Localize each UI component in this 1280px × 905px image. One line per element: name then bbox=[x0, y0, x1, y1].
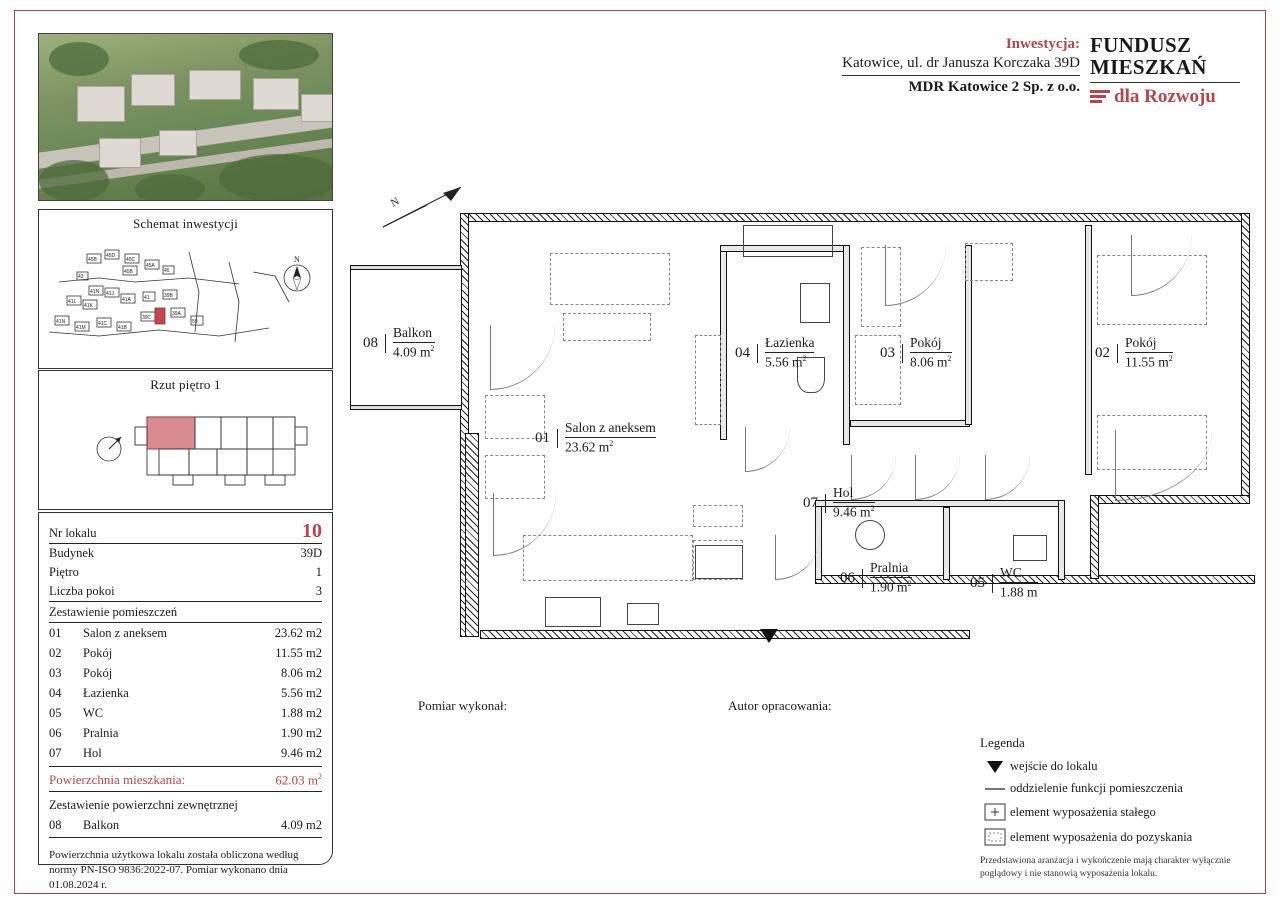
room-name: Hol bbox=[83, 745, 102, 760]
wall-right bbox=[1241, 213, 1250, 503]
svg-text:N: N bbox=[388, 195, 402, 210]
entrance-triangle-icon bbox=[980, 761, 1010, 773]
svg-text:39B: 39B bbox=[164, 293, 173, 299]
door-swing bbox=[985, 455, 1030, 500]
room-area: 11.55 m2 bbox=[275, 645, 322, 660]
total-sup: 2 bbox=[318, 772, 322, 781]
room-no: 06 bbox=[49, 725, 62, 740]
room-no: 04 bbox=[49, 685, 62, 700]
building-value: 39D bbox=[300, 546, 322, 560]
partition-wc-right bbox=[1058, 500, 1065, 580]
door-swing bbox=[885, 245, 946, 306]
wall-left-lower bbox=[465, 433, 479, 637]
wall-top bbox=[460, 213, 1250, 222]
svg-text:45C: 45C bbox=[126, 257, 136, 263]
compass-north-thumb bbox=[97, 437, 121, 461]
row-rooms-count bbox=[49, 582, 322, 602]
logo-bars-icon bbox=[1090, 90, 1110, 105]
fixture-cooktop bbox=[545, 597, 601, 627]
svg-text:41C: 41C bbox=[98, 321, 108, 327]
fixture-kitchen-dashed bbox=[523, 535, 693, 581]
rooms-list-title: Zestawienie pomieszczeń bbox=[49, 602, 322, 623]
room-label-01: 01 Salon z aneksem 23.62 $m^2$ bbox=[535, 420, 656, 455]
room-no: 07 bbox=[49, 745, 62, 760]
author-label: Autor opracowania: bbox=[728, 698, 832, 713]
building-label: Budynek bbox=[49, 546, 95, 560]
apartment-floor-plan bbox=[345, 195, 1250, 655]
row-building bbox=[49, 544, 322, 563]
legend-block bbox=[980, 735, 1270, 853]
list-item bbox=[49, 743, 322, 763]
svg-text:39A: 39A bbox=[172, 311, 181, 317]
partition-room2-left bbox=[1085, 225, 1092, 475]
legend-item-label: oddzielenie funkcji pomieszczenia bbox=[1010, 781, 1183, 795]
rooms-value: 3 bbox=[315, 584, 322, 598]
svg-text:39C: 39C bbox=[142, 315, 152, 321]
total-area-row bbox=[49, 766, 322, 792]
logo-divider bbox=[1090, 82, 1240, 83]
svg-text:N: N bbox=[294, 255, 300, 264]
svg-text:41B: 41B bbox=[118, 325, 127, 331]
ext-list bbox=[49, 815, 322, 838]
logo-line3: dla Rozwoju bbox=[1114, 86, 1216, 108]
total-value: 62.03 $m^2$ bbox=[275, 772, 322, 788]
room-label-07: 07 Hol 9.46 $m^2$ bbox=[803, 485, 875, 520]
fixed-equipment-icon bbox=[980, 803, 1010, 821]
balcony-rail-bottom bbox=[350, 405, 462, 410]
room-label-04: 04 Łazienka 5.56 $m^2$ bbox=[735, 335, 815, 370]
wall-bottom-left bbox=[480, 630, 970, 639]
door-swing bbox=[1115, 430, 1212, 501]
header-block bbox=[842, 36, 1080, 96]
rooms-label: Liczba pokoi bbox=[49, 584, 115, 598]
room-area: 1.88 m2 bbox=[281, 705, 322, 720]
legend-item bbox=[980, 803, 1270, 821]
room-name: Pokój bbox=[83, 665, 113, 680]
wall-right-step bbox=[1090, 495, 1250, 504]
partition-salon-bath bbox=[720, 245, 727, 440]
lokal-label: Nr lokalu bbox=[49, 526, 97, 540]
ext-area: 4.09 m2 bbox=[281, 817, 322, 832]
list-item bbox=[49, 643, 322, 663]
compass-north-scheme bbox=[284, 255, 310, 291]
ext-name: Balkon bbox=[83, 817, 120, 832]
partition-wc-left bbox=[943, 507, 950, 580]
svg-text:41: 41 bbox=[144, 295, 150, 301]
scheme-map bbox=[39, 232, 332, 362]
room-name: Salon z aneksem bbox=[83, 625, 168, 640]
fixture-dashed bbox=[965, 243, 1013, 281]
door-swing bbox=[490, 325, 555, 390]
room-area: 9.46 m2 bbox=[281, 745, 322, 760]
list-item bbox=[49, 683, 322, 703]
room-area: 1.90 m2 bbox=[281, 725, 322, 740]
room-label-08: 08 Balkon 4.09 $m^2$ bbox=[363, 325, 435, 360]
row-floor bbox=[49, 563, 322, 582]
fixture-dashed bbox=[550, 253, 670, 305]
list-item bbox=[49, 623, 322, 643]
wall-right-step-v bbox=[1090, 495, 1099, 579]
door-swing bbox=[775, 535, 820, 580]
svg-text:45D: 45D bbox=[106, 253, 116, 259]
partition-hol-top bbox=[850, 420, 970, 427]
room-label-02: 02 Pokój 11.55 $m^2$ bbox=[1095, 335, 1173, 370]
logo-line2: MIESZKAŃ bbox=[1090, 55, 1207, 80]
investment-label: Inwestycja: bbox=[1005, 36, 1080, 52]
investment-photo bbox=[38, 33, 333, 201]
svg-text:41J: 41J bbox=[106, 291, 115, 297]
apartment-summary-table bbox=[38, 512, 333, 891]
fixture-dashed bbox=[695, 335, 721, 425]
room-label-05: 05 WC 1.88 m bbox=[970, 565, 1038, 600]
svg-text:41M: 41M bbox=[76, 325, 86, 331]
legend-item bbox=[980, 828, 1270, 846]
room-area: 5.56 m2 bbox=[281, 685, 322, 700]
svg-text:59: 59 bbox=[192, 319, 198, 325]
fixture-bathtub bbox=[743, 225, 833, 257]
legend-item-label: element wyposażenia do pozyskania bbox=[1010, 829, 1193, 844]
list-item bbox=[49, 815, 322, 838]
svg-text:45: 45 bbox=[164, 268, 170, 274]
legend-item bbox=[980, 759, 1270, 774]
svg-text:45B: 45B bbox=[124, 269, 133, 275]
svg-text:45A: 45A bbox=[146, 263, 155, 269]
floor-label: Piętro bbox=[49, 565, 79, 579]
partition-bath-right bbox=[843, 245, 850, 445]
logo-line3-wrap bbox=[1090, 87, 1240, 108]
legend-title: Legenda bbox=[980, 735, 1025, 750]
scheme-title: Schemat inwestycji bbox=[132, 216, 239, 231]
ext-title: Zestawienie powierzchni zewnętrznej bbox=[49, 798, 238, 813]
room-name: Łazienka bbox=[83, 685, 129, 700]
legend-item bbox=[980, 781, 1270, 796]
room-name: WC bbox=[83, 705, 104, 720]
door-swing bbox=[915, 455, 960, 500]
row-lokal bbox=[49, 519, 322, 544]
svg-text:41A: 41A bbox=[122, 297, 131, 303]
room-area: 23.62 m2 bbox=[274, 625, 322, 640]
list-item bbox=[49, 663, 322, 683]
investment-scheme-box bbox=[38, 209, 333, 369]
measurement-note: Powierzchnia użytkowa lokalu została obliczona według normy PN-ISO 9836:2022-07. Pomiar wykonano dnia 01.08.2024 r. bbox=[49, 848, 299, 891]
legend-item-label: wejście do lokalu bbox=[1010, 759, 1098, 773]
fixture-dashed bbox=[563, 313, 651, 341]
logo-line1: FUNDUSZ bbox=[1090, 33, 1192, 57]
investment-company: MDR Katowice 2 Sp. z o.o. bbox=[908, 79, 1080, 95]
entrance-triangle-icon bbox=[760, 629, 778, 643]
room-no: 02 bbox=[49, 645, 62, 660]
balcony-rail-top bbox=[350, 265, 462, 270]
disclaimer-text: Przedstawiona aranżacja i wykończenie mają charakter wyłącznie poglądowy i nie stanowią wyposażenia lokalu. bbox=[980, 856, 1231, 879]
ext-no: 08 bbox=[49, 817, 62, 832]
room-no: 01 bbox=[49, 625, 62, 640]
separator-line-icon bbox=[980, 784, 1010, 794]
legend-item-label: element wyposażenia stałego bbox=[1010, 804, 1156, 819]
fixture-fridge bbox=[695, 545, 743, 579]
svg-text:41N: 41N bbox=[56, 319, 66, 325]
fixture-washbasin bbox=[800, 283, 830, 323]
door-swing bbox=[745, 427, 790, 472]
fixture-washer bbox=[855, 520, 885, 550]
floor-value: 1 bbox=[315, 565, 322, 579]
lokal-value: 10 bbox=[302, 520, 322, 542]
room-area: 8.06 m2 bbox=[281, 665, 322, 680]
investment-address: Katowice, ul. dr Janusza Korczaka 39D bbox=[842, 55, 1080, 76]
room-name: Pralnia bbox=[83, 725, 119, 740]
list-item bbox=[49, 703, 322, 723]
svg-text:45B: 45B bbox=[88, 257, 97, 263]
floor-thumb bbox=[39, 393, 332, 505]
svg-text:41N: 41N bbox=[90, 289, 100, 295]
rooms-list bbox=[49, 623, 322, 763]
room-name: Pokój bbox=[83, 645, 113, 660]
svg-text:43: 43 bbox=[78, 274, 84, 280]
room-label-06: 06 Pralnia 1.90 $m^2$ bbox=[840, 560, 912, 595]
svg-text:41K: 41K bbox=[84, 303, 93, 309]
fixture-wc-basin bbox=[1013, 535, 1047, 561]
svg-text:41L: 41L bbox=[68, 299, 77, 305]
fixture-dashed bbox=[693, 505, 743, 527]
floor-plan-thumb-box bbox=[38, 370, 333, 510]
room-no: 05 bbox=[49, 705, 62, 720]
brand-logo bbox=[1090, 34, 1240, 108]
fixture-sink bbox=[627, 603, 659, 625]
total-label: Powierzchnia mieszkania: bbox=[49, 772, 186, 787]
list-item bbox=[49, 723, 322, 743]
measured-by-label: Pomiar wykonał: bbox=[418, 698, 508, 713]
room-label-03: 03 Pokój 8.06 $m^2$ bbox=[880, 335, 952, 370]
rzut-title: Rzut piętro 1 bbox=[150, 377, 221, 392]
optional-equipment-icon bbox=[980, 828, 1010, 846]
room-no: 03 bbox=[49, 665, 62, 680]
